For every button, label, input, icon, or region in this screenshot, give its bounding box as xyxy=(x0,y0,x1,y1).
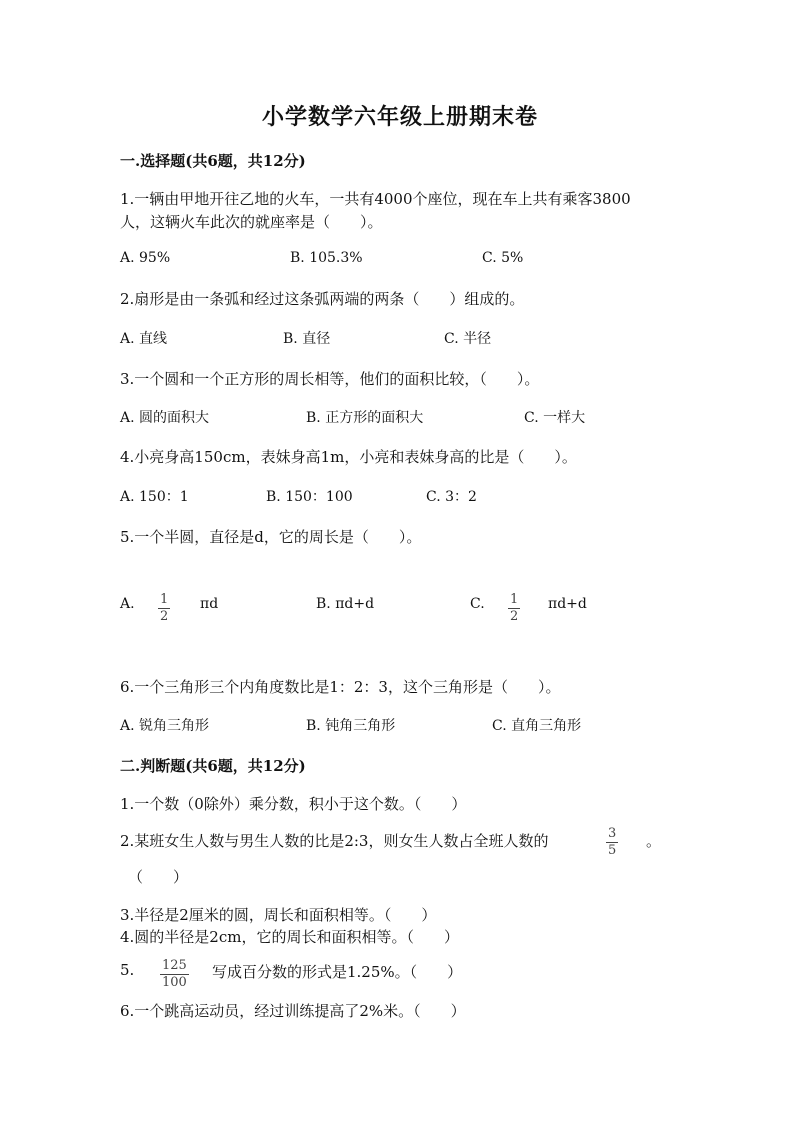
s2-q2-paren: （ ） xyxy=(128,868,189,886)
s1-q5-option-c-fraction xyxy=(508,588,520,625)
s1-q4-option-b: B. 150：100 xyxy=(266,489,353,505)
fraction-numerator: 1 xyxy=(510,592,519,607)
fraction-denominator: 2 xyxy=(160,609,169,624)
s2-q1-text: 1.一个数（0除外）乘分数，积小于这个数。（ ） xyxy=(120,795,467,813)
exam-title: 小学数学六年级上册期末卷 xyxy=(261,104,538,130)
fraction-denominator: 100 xyxy=(162,975,187,990)
s1-q3-option-b: B. 正方形的面积大 xyxy=(306,410,424,426)
fraction-numerator: 3 xyxy=(608,826,617,841)
s1-q6-text: 6.一个三角形三个内角度数比是1：2：3，这个三角形是（ ）。 xyxy=(120,678,561,696)
s1-q3-text: 3.一个圆和一个正方形的周长相等，他们的面积比较，（ ）。 xyxy=(120,370,540,388)
s2-q4-text: 4.圆的半径是2cm，它的周长和面积相等。（ ） xyxy=(120,928,459,946)
s2-q5-text: 写成百分数的形式是1.25%。（ ） xyxy=(212,963,463,981)
s1-q3-option-a: A. 圆的面积大 xyxy=(120,410,210,426)
section1-heading: 一.选择题(共6题，共12分) xyxy=(120,152,306,170)
fraction-denominator: 2 xyxy=(510,609,519,624)
s1-q5-option-c-tail: πd+d xyxy=(548,596,587,612)
s1-q1-option-a: A. 95% xyxy=(120,250,171,266)
s2-q2-text: 2.某班女生人数与男生人数的比是2:3，则女生人数占全班人数的 xyxy=(120,832,549,850)
fraction-numerator: 125 xyxy=(162,958,187,973)
s1-q4-option-a: A. 150：1 xyxy=(120,489,189,505)
s1-q3-option-c: C. 一样大 xyxy=(524,410,586,426)
s1-q5-text: 5.一个半圆，直径是d，它的周长是（ ）。 xyxy=(120,528,422,546)
s1-q2-option-c: C. 半径 xyxy=(444,331,492,347)
s1-q2-option-b: B. 直径 xyxy=(283,331,331,347)
s2-q5-fraction xyxy=(160,954,189,991)
s1-q5-option-a-label: A. xyxy=(120,596,135,612)
s1-q1-line1: 1.一辆由甲地开往乙地的火车，一共有4000个座位，现在车上共有乘客3800 xyxy=(120,190,631,208)
s1-q4-option-c: C. 3：2 xyxy=(426,489,477,505)
s1-q6-option-c: C. 直角三角形 xyxy=(492,718,582,734)
s1-q2-option-a: A. 直线 xyxy=(120,331,168,347)
fraction-denominator: 5 xyxy=(608,843,617,858)
s1-q5-option-b: B. πd+d xyxy=(316,596,375,612)
s2-q5-label: 5. xyxy=(120,961,135,979)
s2-q2-tail: 。 xyxy=(646,832,662,850)
s1-q1-line2: 人，这辆火车此次的就座率是（ ）。 xyxy=(120,213,383,231)
s2-q3-text: 3.半径是2厘米的圆，周长和面积相等。（ ） xyxy=(120,906,437,924)
s2-q6-text: 6.一个跳高运动员，经过训练提高了2%米。（ ） xyxy=(120,1002,466,1020)
s1-q5-option-a-fraction xyxy=(158,588,170,625)
s1-q1-option-c: C. 5% xyxy=(482,250,524,266)
s1-q1-option-b: B. 105.3% xyxy=(290,250,363,266)
s1-q5-option-c-label: C. xyxy=(470,596,485,612)
fraction-numerator: 1 xyxy=(160,592,169,607)
s1-q4-text: 4.小亮身高150cm，表妹身高1m，小亮和表妹身高的比是（ ）。 xyxy=(120,448,577,466)
section2-heading: 二.判断题(共6题，共12分) xyxy=(120,757,306,775)
s1-q5-option-a-tail: πd xyxy=(200,596,219,612)
s2-q2-fraction xyxy=(606,822,618,859)
s1-q2-text: 2.扇形是由一条弧和经过这条弧两端的两条（ ）组成的。 xyxy=(120,290,525,308)
s1-q6-option-b: B. 钝角三角形 xyxy=(306,718,396,734)
s1-q6-option-a: A. 锐角三角形 xyxy=(120,718,210,734)
